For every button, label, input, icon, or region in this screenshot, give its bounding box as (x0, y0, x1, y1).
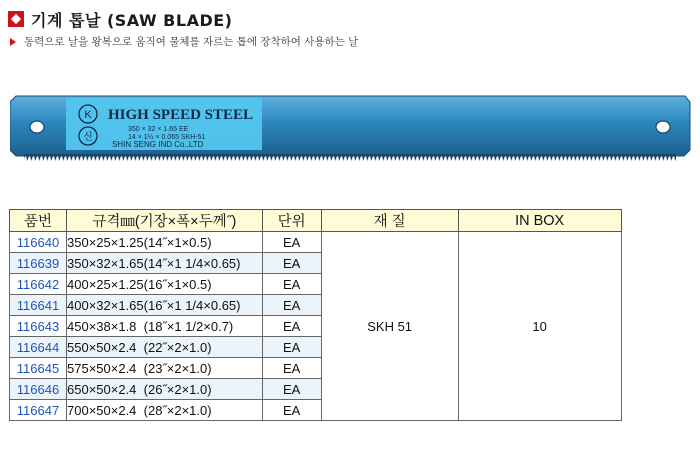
material-cell: SKH 51 (321, 232, 458, 421)
description-row (10, 34, 358, 49)
blade-spec-line2: 14 × 1¼ × 0.065 SKH-51 (128, 134, 206, 141)
part-number: 116647 (10, 400, 67, 421)
product-description: 동력으로 날을 왕복으로 움직여 물체를 자르는 톱에 장착하여 사용하는 날 (24, 36, 359, 48)
svg-text:신: 신 (83, 132, 93, 143)
size-inch: (14˝×1 1/4×0.65) (144, 253, 263, 274)
header-code: 품번 (10, 210, 67, 232)
header-in-box: IN BOX (458, 210, 621, 232)
spec-table (9, 209, 622, 421)
unit: EA (262, 253, 321, 274)
size-mm: 650×50×2.4 (67, 379, 144, 400)
size-mm: 450×38×1.8 (67, 316, 144, 337)
size-inch: (26˝×2×1.0) (144, 379, 263, 400)
unit: EA (262, 232, 321, 253)
part-number: 116640 (10, 232, 67, 253)
mounting-hole-left-icon (30, 121, 44, 133)
part-number: 116642 (10, 274, 67, 295)
table-row (10, 232, 622, 253)
size-inch: (16˝×1×0.5) (144, 274, 263, 295)
blade-spec-line1: 350 × 32 × 1.65 EE (128, 126, 189, 133)
unit: EA (262, 379, 321, 400)
size-mm: 550×50×2.4 (67, 337, 144, 358)
size-mm: 575×50×2.4 (67, 358, 144, 379)
unit: EA (262, 316, 321, 337)
size-mm: 400×32×1.65 (67, 295, 144, 316)
unit: EA (262, 400, 321, 421)
part-number: 116645 (10, 358, 67, 379)
size-inch: (18˝×1 1/2×0.7) (144, 316, 263, 337)
size-mm: 350×32×1.65 (67, 253, 144, 274)
size-inch: (23˝×2×1.0) (144, 358, 263, 379)
spec-table-header (10, 210, 622, 232)
header-material: 재 질 (321, 210, 458, 232)
size-mm: 400×25×1.25 (67, 274, 144, 295)
size-mm: 700×50×2.4 (67, 400, 144, 421)
header-unit: 단위 (262, 210, 321, 232)
in-box-cell: 10 (458, 232, 621, 421)
part-number: 116644 (10, 337, 67, 358)
part-number: 116639 (10, 253, 67, 274)
part-number: 116643 (10, 316, 67, 337)
size-inch: (22˝×2×1.0) (144, 337, 263, 358)
brand-logo-icon (8, 11, 24, 27)
unit: EA (262, 295, 321, 316)
part-number: 116641 (10, 295, 67, 316)
unit: EA (262, 358, 321, 379)
size-inch: (28˝×2×1.0) (144, 400, 263, 421)
mounting-hole-right-icon (656, 121, 670, 133)
part-number: 116646 (10, 379, 67, 400)
size-mm: 350×25×1.25 (67, 232, 144, 253)
size-inch: (14˝×1×0.5) (144, 232, 263, 253)
header (8, 8, 232, 30)
size-inch: (16˝×1 1/4×0.65) (144, 295, 263, 316)
arrow-bullet-icon (10, 38, 16, 46)
blade-brand-text: HIGH SPEED STEEL (108, 107, 254, 123)
blade-maker-text: SHIN SENG IND Co.,LTD (112, 140, 204, 149)
header-size: 규격㎜(기장×폭×두께˝) (67, 210, 263, 232)
saw-blade-image (10, 94, 691, 168)
unit: EA (262, 274, 321, 295)
svg-text:K: K (84, 109, 92, 121)
unit: EA (262, 337, 321, 358)
page-title: 기계 톱날 (SAW BLADE) (31, 10, 233, 30)
